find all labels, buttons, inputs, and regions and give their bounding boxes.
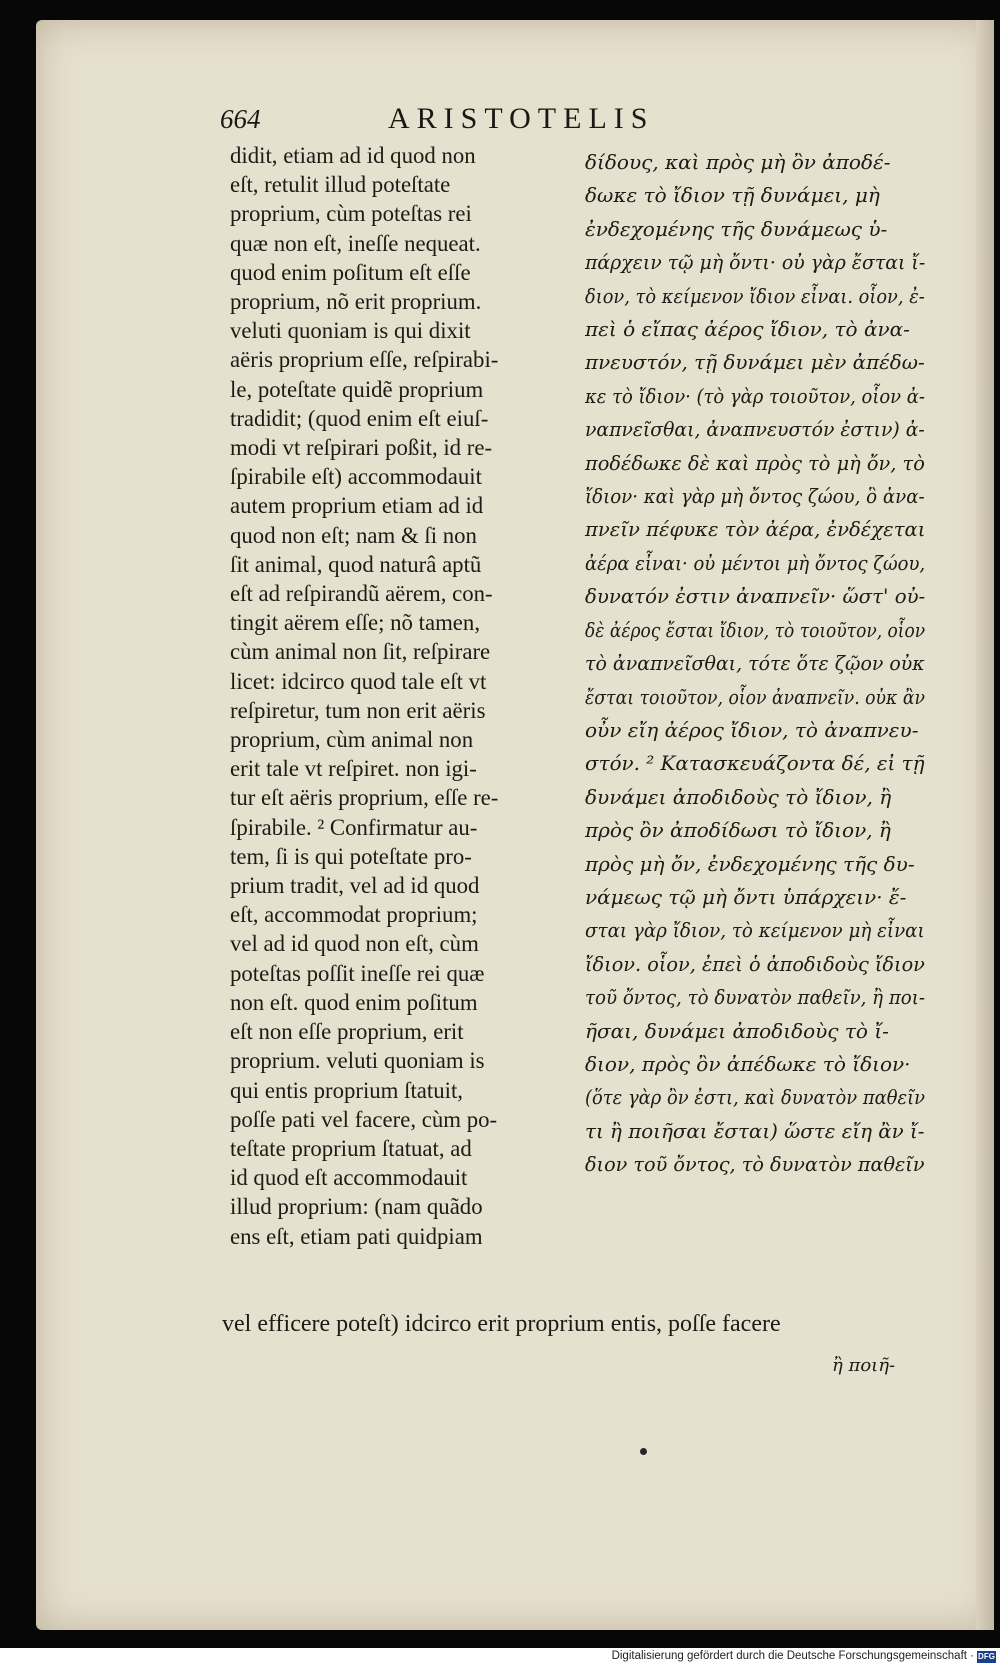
greek-text-line: διον, πρὸς ὂν ἀπέδωκε τὸ ἴδιον· [585, 1051, 911, 1076]
greek-text-line: ἀέρα εἶναι· οὐ μέντοι μὴ ὄντος ζώου, [585, 550, 926, 575]
ink-dot [640, 1448, 647, 1455]
latin-text-line: eſt, accommodat proprium; [230, 902, 478, 929]
latin-text-line: ſit animal, quod naturâ aptũ [230, 551, 482, 578]
greek-text-line: πάρχειν τῷ μὴ ὄντι· οὐ γὰρ ἔσται ἴ- [585, 250, 926, 275]
latin-text-line: erit tale vt reſpiret. non igi- [230, 756, 477, 783]
latin-text-line: ſpirabile. ² Confirmatur au- [230, 814, 478, 841]
footer-credit: Digitalisierung gefördert durch die Deutsche Forschungsgemeinschaft · [611, 1650, 974, 1662]
full-width-line: vel efficere poteſt) idcirco erit proprium entis, poſſe facere [222, 1311, 781, 1337]
greek-text-line: οὖν εἴη ἀέρος ἴδιον, τὸ ἀναπνευ- [585, 717, 919, 742]
greek-text-line: ἴδιον. οἷον, ἐπεὶ ὁ ἀποδιδοὺς ἴδιον [585, 951, 925, 976]
latin-text-line: quod enim poſitum eſt eſſe [230, 259, 471, 286]
greek-text-line: ποδέδωκε δὲ καὶ πρὸς τὸ μὴ ὄν, τὸ [585, 450, 925, 475]
greek-text-line: δὲ ἀέρος ἔσται ἴδιον, τὸ τοιοῦτον, οἷον [585, 617, 926, 642]
greek-column [585, 146, 925, 1182]
greek-text-line: στόν. ² Κατασκευάζοντα δέ, εἰ τῇ [585, 751, 925, 776]
greek-text-line: τὸ ἀναπνεῖσθαι, τότε ὅτε ζῷον οὐκ [585, 651, 925, 676]
greek-text-line: νάμεως τῷ μὴ ὄντι ὑπάρχειν· ἔ- [585, 884, 907, 909]
latin-text-line: poſſe pati vel facere, cùm po- [230, 1106, 498, 1133]
latin-text-line: didit, etiam ad id quod non [230, 143, 476, 169]
page-edge [976, 20, 994, 1630]
greek-text-line: ναπνεῖσθαι, ἀναπνευστόν ἐστιν) ἀ- [585, 417, 925, 442]
latin-text-line: proprium, cùm animal non [230, 727, 474, 754]
greek-text-line: πεὶ ὁ εἴπας ἀέρος ἴδιον, τὸ ἀνα- [585, 317, 910, 342]
latin-text-line: non eſt. quod enim poſitum [230, 989, 478, 1016]
greek-text-line: διον, τὸ κείμενον ἴδιον εἶναι. οἷον, ἐ- [585, 283, 925, 308]
latin-text-line: eſt non eſſe proprium, erit [230, 1019, 464, 1046]
latin-text-line: licet: idcirco quod tale eſt vt [230, 668, 487, 695]
greek-text-line: ῆσαι, δυνάμει ἀποδιδοὺς τὸ ἴ- [585, 1018, 889, 1043]
latin-text-line: proprium, nõ erit proprium. [230, 289, 482, 316]
greek-text-line: τοῦ ὄντος, τὸ δυνατὸν παθεῖν, ἢ ποι- [585, 985, 926, 1010]
latin-text-line: proprium. veluti quoniam is [230, 1048, 485, 1075]
latin-text-line: proprium, cùm poteſtas rei [230, 201, 472, 228]
latin-text-line: vel ad id quod non eſt, cùm [230, 931, 479, 958]
catchword: ἢ ποιῆ- [832, 1355, 896, 1376]
latin-text-line: tem, ſi is qui poteſtate pro- [230, 843, 472, 870]
latin-text-line: modi vt reſpirari poßit, id re- [230, 435, 493, 462]
greek-text-line: δίδους, καὶ πρὸς μὴ ὂν ἀποδέ- [585, 150, 891, 174]
greek-text-line: διον τοῦ ὄντος, τὸ δυνατὸν παθεῖν [585, 1152, 925, 1177]
greek-text-line: τι ἢ ποιῆσαι ἔσται) ὥστε εἴη ἂν ἴ- [585, 1118, 925, 1143]
latin-text-line: quæ non eſt, ineſſe nequeat. [230, 230, 481, 257]
latin-text-line: autem proprium etiam ad id [230, 493, 484, 520]
latin-text-line: ens eſt, etiam pati quidpiam [230, 1223, 483, 1250]
greek-text-line: (ὅτε γὰρ ὂν ἐστι, καὶ δυνατὸν παθεῖν [585, 1085, 925, 1110]
greek-text-line: πρὸς μὴ ὄν, ἐνδεχομένης τῆς δυ- [585, 851, 915, 876]
greek-text-line: δυνατόν ἐστιν ἀναπνεῖν· ὥστ' οὐ- [585, 584, 926, 609]
latin-text-line: ſpirabile eſt) accommodauit [230, 464, 482, 491]
greek-text-line: σται γὰρ ἴδιον, τὸ κείμενον μὴ εἶναι [585, 918, 925, 943]
latin-text-line: veluti quoniam is qui dixit [230, 318, 471, 345]
latin-text-line: eſt, retulit illud poteſtate [230, 172, 451, 199]
latin-text-line: id quod eſt accommodauit [230, 1165, 468, 1192]
latin-text-line: tradidit; (quod enim eſt eiuſ- [230, 405, 489, 432]
latin-text-line: eſt ad reſpirandũ aërem, con- [230, 581, 493, 608]
footer-bar [0, 1648, 1000, 1667]
latin-text-line: tingit aërem eſſe; nõ tamen, [230, 610, 481, 637]
latin-text-line: tur eſt aëris proprium, eſſe re- [230, 785, 499, 812]
greek-text-line: ἴδιον· καὶ γὰρ μὴ ὄντος ζώου, ὃ ἀνα- [585, 484, 925, 509]
greek-text-line: κε τὸ ἴδιον· (τὸ γὰρ τοιοῦτον, οἷον ἀ- [585, 383, 925, 408]
page-number: 664 [220, 104, 261, 134]
latin-text-line: cùm animal non ſit, reſpirare [230, 639, 491, 666]
latin-text-line: le, poteſtate quidẽ proprium [230, 376, 484, 403]
greek-text-line: πνεῖν πέφυκε τὸν ἀέρα, ἐνδέχεται [585, 517, 926, 542]
greek-text-line: πρὸς ὂν ἀποδίδωσι τὸ ἴδιον, ἢ [585, 818, 891, 843]
dfg-logo: DFG [978, 1652, 995, 1661]
book-title: ARISTOTELIS [388, 102, 655, 135]
greek-text-line: δωκε τὸ ἴδιον τῇ δυνάμει, μὴ [585, 183, 880, 208]
latin-text-line: teſtate proprium ſtatuat, ad [230, 1135, 472, 1162]
latin-text-line: aëris proprium eſſe, reſpirabi- [230, 347, 499, 374]
greek-text-line: ἐνδεχομένης τῆς δυνάμεως ὑ- [585, 216, 888, 241]
latin-text-line: quod non eſt; nam & ſi non [230, 522, 477, 549]
greek-text-line: δυνάμει ἀποδιδοὺς τὸ ἴδιον, ἢ [585, 784, 892, 809]
latin-text-line: reſpiretur, tum non erit aëris [230, 697, 486, 724]
latin-text-line: poteſtas poſſit ineſſe rei quæ [230, 960, 485, 987]
latin-column [230, 142, 550, 1252]
latin-text-line: illud proprium: (nam quãdo [230, 1194, 483, 1221]
greek-text-line: πνευστόν, τῇ δυνάμει μὲν ἀπέδω- [585, 350, 925, 375]
latin-text-line: prium tradit, vel ad id quod [230, 873, 480, 900]
greek-text-line: ἔσται τοιοῦτον, οἷον ἀναπνεῖν. οὐκ ἂν [585, 684, 926, 709]
latin-text-line: qui entis proprium ſtatuit, [230, 1077, 463, 1104]
